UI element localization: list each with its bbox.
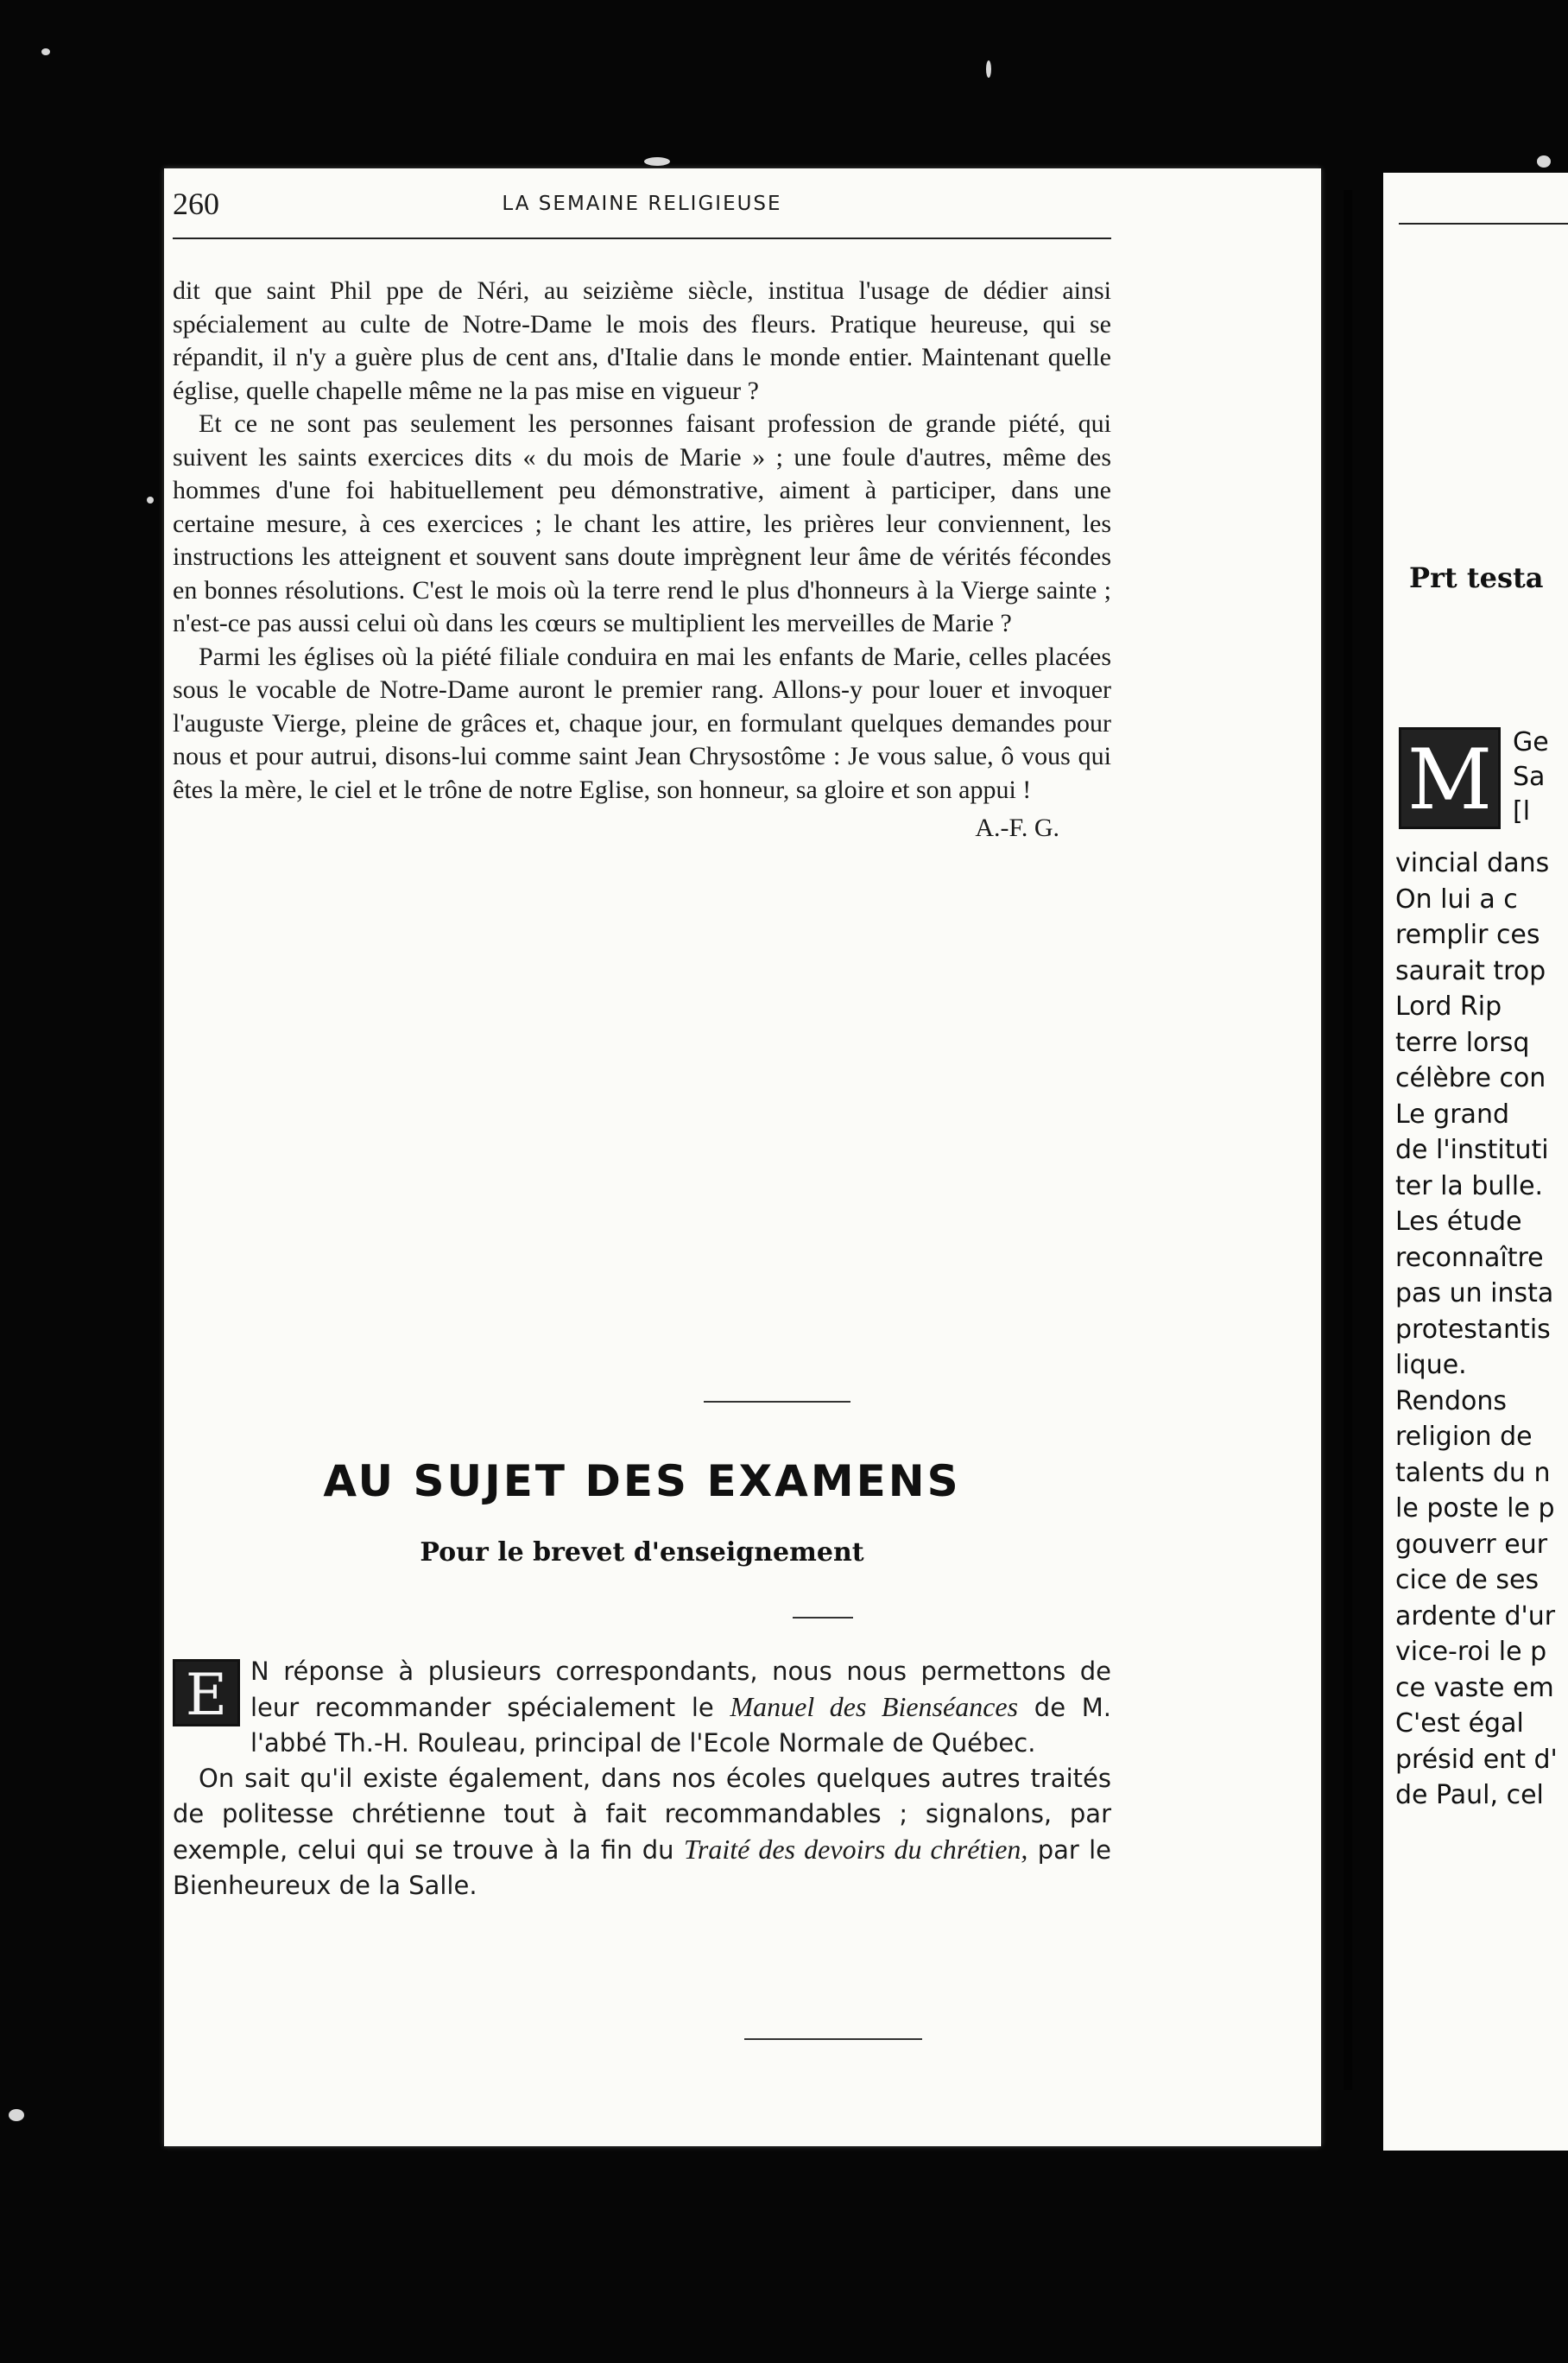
right-page-line: gouverr eur: [1395, 1529, 1548, 1560]
right-page-line: Les étude: [1395, 1207, 1522, 1237]
title-divider: [793, 1617, 853, 1619]
right-page-line: Rendons: [1395, 1385, 1508, 1416]
paragraph: dit que saint Phil ppe de Néri, au seizième siècle, institua l'usage de dédier ainsi spécialement au culte de Notre-Dame le mois des fleurs. Pratique heureuse, qui se répandit, il n'y a guère plus de cent ans, d'Italie dans le monde entier. Maintenant quelle église, quelle chapelle même ne la pas mise en vigueur ?: [173, 276, 1111, 405]
scan-speck: [644, 157, 670, 166]
drop-cap-letter: E: [173, 1659, 240, 1726]
paragraph: Parmi les églises où la piété filiale conduira en mai les enfants de Marie, celles placées sous le vocable de Notre-Dame auront le premier rang. Allons-y pour louer et invoquer l'auguste Vierge, pleine de grâces et, chaque jour, en formulant quelques demandes pour nous et pour autrui, disons-lui comme saint Jean Chrysostôme : Je vous salue, ô vous qui êtes la mère, le ciel et le trône de notre Eglise, son honneur, sa gloire et son appui !: [173, 642, 1111, 804]
book-title: Manuel des Bienséances: [730, 1691, 1019, 1722]
right-page-line: talents du n: [1395, 1457, 1551, 1488]
right-page-line: saurait trop: [1395, 955, 1546, 986]
right-page-line: Le grand: [1395, 1099, 1509, 1130]
right-page-line: de Paul, cel: [1395, 1780, 1544, 1810]
article-body-1: [173, 275, 1111, 846]
right-page-line: lique.: [1395, 1350, 1467, 1380]
right-page-heading: Prt testa: [1409, 561, 1544, 594]
right-drop-cap: M: [1399, 727, 1501, 829]
right-page-line: terre lorsq: [1395, 1027, 1530, 1058]
right-page-line: vincial dans: [1395, 848, 1550, 878]
right-page-line: reconnaître: [1395, 1242, 1544, 1273]
scan-speck: [41, 48, 50, 55]
running-title: LA SEMAINE RELIGIEUSE: [502, 193, 782, 215]
article-body-2: [173, 1654, 1111, 1904]
page-number: 260: [173, 187, 219, 221]
book-title: Traité des devoirs du chrétien,: [683, 1834, 1028, 1865]
paragraph: On sait qu'il existe également, dans nos écoles quelques autres traités de politesse chrétienne tout à fait recommandables ; signalons, par exemple, celui qui se trouve à la fin du Traité des devoirs du chrétien, par le Bienheureux de la Salle.: [173, 1764, 1112, 1900]
end-divider: [744, 2038, 922, 2040]
book-gutter: [1344, 190, 1352, 2090]
right-page-line: pas un insta: [1395, 1278, 1554, 1308]
right-page-line: cice de ses: [1395, 1565, 1540, 1595]
scan-speck: [9, 2109, 24, 2121]
right-page-line: religion de: [1395, 1422, 1533, 1452]
right-page-line: remplir ces: [1395, 920, 1540, 950]
article-title: AU SUJET DES EXAMENS: [323, 1456, 961, 1506]
right-page-line: le poste le p: [1395, 1493, 1555, 1524]
right-page-line: Sa: [1513, 762, 1546, 792]
right-page-line: Lord Rip: [1395, 991, 1502, 1022]
right-page-line: ce vaste em: [1395, 1672, 1554, 1703]
right-page-line: Ge: [1513, 727, 1549, 757]
right-page-line: [l: [1513, 796, 1531, 827]
right-page-line: présid ent d': [1395, 1744, 1558, 1775]
header-rule: [173, 238, 1111, 239]
right-page-line: célèbre con: [1395, 1063, 1546, 1093]
paragraph: Et ce ne sont pas seulement les personnes faisant profession de grande piété, qui suivent les saints exercices dits « du mois de Marie » ; une foule d'autres, même des hommes d'une foi habituellement peu démonstrative, aiment à participer, dans une certaine mesure, à ces exercices ; le chant les attire, les prières leur conviennent, les instructions les atteignent et souvent sans doute imprègnent leur âme de vérités fécondes en bonnes résolutions. C'est le mois où la terre rend le plus d'honneurs à la Vierge sainte ; n'est-ce pas aussi celui où dans les cœurs se multiplient les merveilles de Marie ?: [173, 409, 1111, 637]
right-page-line: ter la bulle.: [1395, 1170, 1544, 1201]
scan-speck: [147, 497, 154, 504]
right-page-line: de l'instituti: [1395, 1135, 1549, 1165]
right-page-line: On lui a c: [1395, 884, 1518, 915]
article-subtitle: Pour le brevet d'enseignement: [420, 1537, 864, 1568]
paragraph: E N réponse à plusieurs correspondants, nous nous permettons de leur recommander spécialement le Manuel des Bienséances de M. l'abbé Th.-H. Rouleau, principal de l'Ecole Normale de Québec.: [173, 1654, 1111, 1761]
section-divider: [704, 1401, 850, 1403]
author-signature: A.-F. G.: [975, 814, 1059, 842]
right-page-line: ardente d'ur: [1395, 1600, 1556, 1631]
scan-speck: [986, 60, 991, 78]
right-page-line: protestantis: [1395, 1314, 1551, 1345]
right-page-line: vice-roi le p: [1395, 1637, 1547, 1667]
right-header-rule: [1399, 223, 1568, 225]
scan-speck: [1537, 155, 1551, 168]
right-page-line: C'est égal: [1395, 1708, 1524, 1739]
